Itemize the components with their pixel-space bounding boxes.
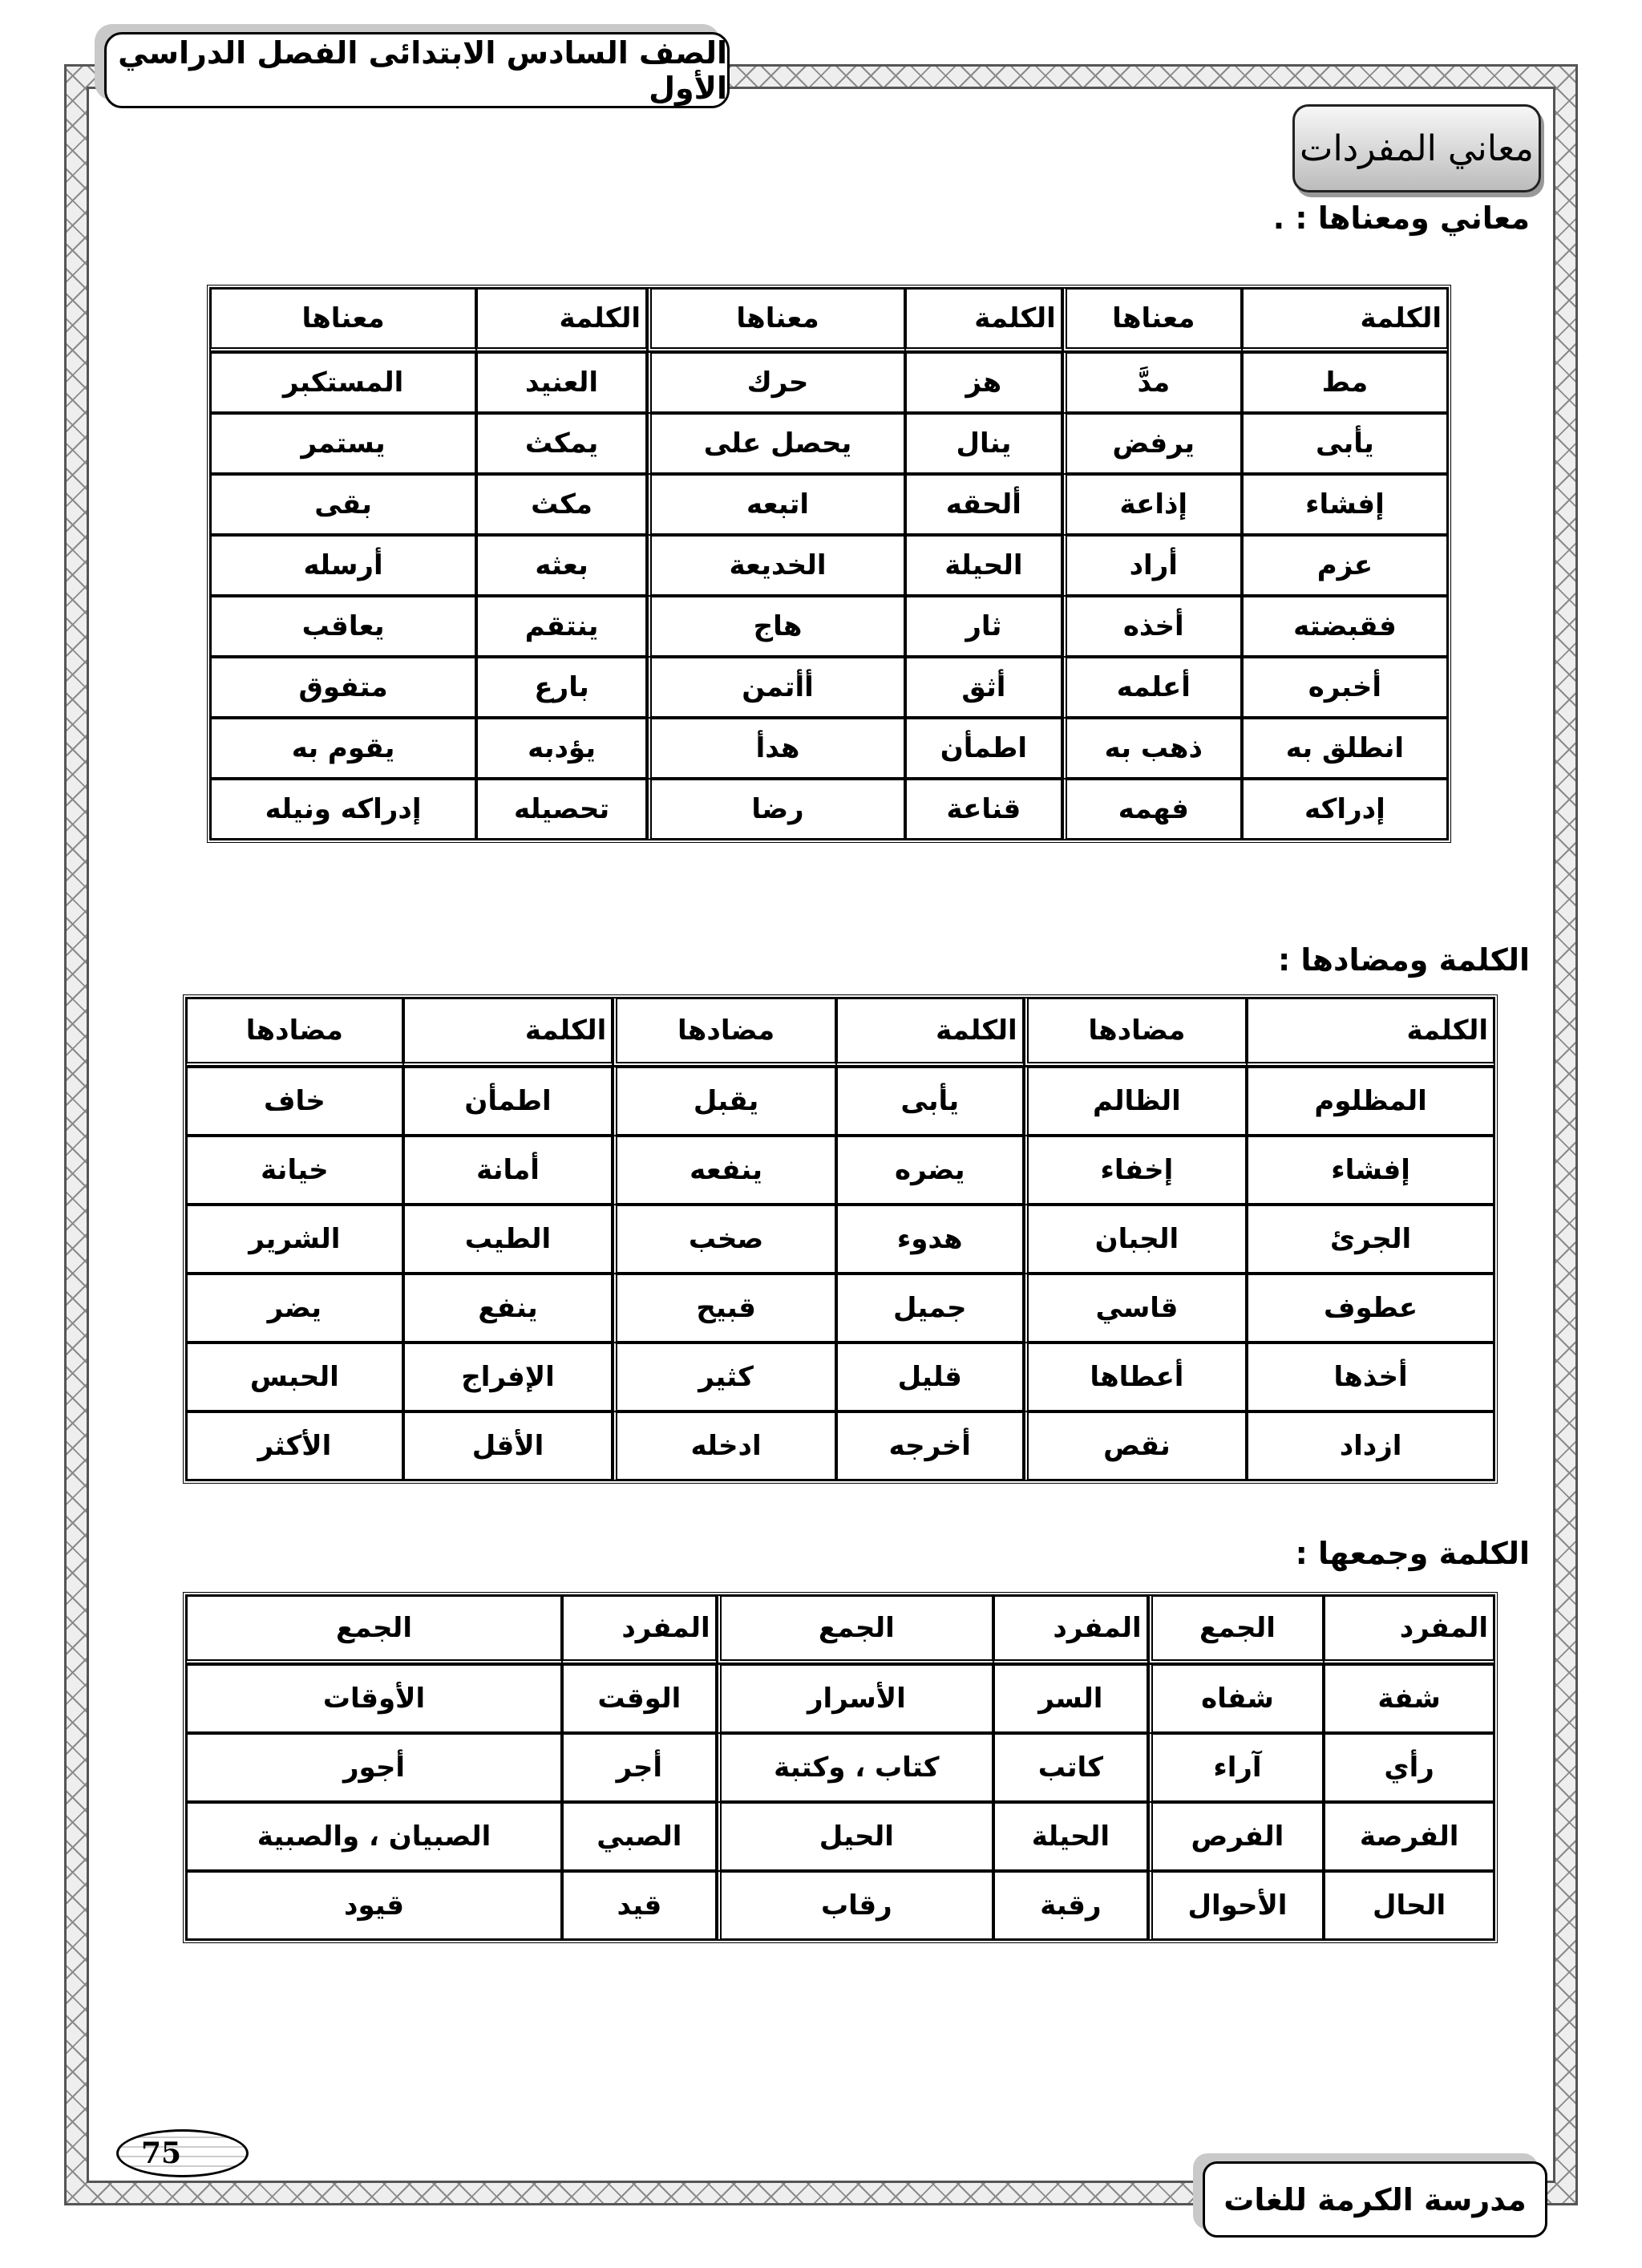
table-cell: المظلوم [1247,1067,1494,1136]
table-cell: الإفراج [403,1343,613,1411]
table-cell: الحيلة [905,535,1062,596]
table-cell: أمانة [403,1136,613,1205]
table-row [210,535,1448,596]
table-cell: ازداد [1247,1411,1494,1480]
table-cell: ينتقم [476,596,647,657]
table-row [186,1136,1494,1205]
table-cell: قيود [186,1871,562,1940]
table-cell: بعثه [476,535,647,596]
table-cell: الجبان [1024,1205,1248,1274]
column-header: المفرد [562,1595,717,1664]
table-cell: رضا [647,779,905,840]
table-cell: الظالم [1024,1067,1248,1136]
column-header: الكلمة [403,998,613,1067]
plurals-heading: الكلمة وجمعها : [1295,1536,1530,1571]
table-row [186,1274,1494,1343]
table-cell: كاتب [993,1733,1148,1802]
table-cell: كتاب ، وكتبة [717,1733,993,1802]
table-cell: يعاقب [210,596,476,657]
table-cell: المستكبر [210,352,476,413]
table-cell: الحيلة [993,1802,1148,1871]
table-cell: إذاعة [1062,474,1242,535]
meanings-table [207,285,1451,843]
table-cell: السر [993,1664,1148,1733]
table-cell: عطوف [1247,1274,1494,1343]
table-cell: قاسي [1024,1274,1248,1343]
column-header: معناها [647,288,905,352]
table-cell: الأكثر [186,1411,403,1480]
table-cell: الصبيان ، والصبية [186,1802,562,1871]
table-cell: أخذها [1247,1343,1494,1411]
table-cell: يضره [836,1136,1024,1205]
table-header-row [186,998,1494,1067]
table-cell: الفرص [1148,1802,1325,1871]
table-cell: ينفعه [613,1136,836,1205]
column-header: الجمع [186,1595,562,1664]
column-header: المفرد [993,1595,1148,1664]
table-cell: فهمه [1062,779,1242,840]
table-cell: نقص [1024,1411,1248,1480]
table-cell: أعلمه [1062,657,1242,718]
table-cell: هدوء [836,1205,1024,1274]
column-header: الكلمة [1247,998,1494,1067]
table-row [186,1411,1494,1480]
table-cell: أخذه [1062,596,1242,657]
table-cell: تحصيله [476,779,647,840]
table-cell: خيانة [186,1136,403,1205]
table-cell: يأبى [836,1067,1024,1136]
table-cell: الأوقات [186,1664,562,1733]
table-cell: رقبة [993,1871,1148,1940]
table-cell: يحصل على [647,413,905,474]
table-cell: الطيب [403,1205,613,1274]
column-header: مضادها [1024,998,1248,1067]
table-cell: آراء [1148,1733,1325,1802]
table-cell: يضر [186,1274,403,1343]
table-cell: صخب [613,1205,836,1274]
table-cell: الحبس [186,1343,403,1411]
antonyms-table [183,994,1498,1484]
table-row [186,1664,1494,1733]
table-cell: يؤدبه [476,718,647,779]
table-cell: حرك [647,352,905,413]
column-header: الكلمة [836,998,1024,1067]
table-row [210,352,1448,413]
table-row [186,1733,1494,1802]
table-cell: كثير [613,1343,836,1411]
table-row [210,596,1448,657]
table-cell: قناعة [905,779,1062,840]
column-header: مضادها [613,998,836,1067]
table-cell: الحيل [717,1802,993,1871]
table-cell: قليل [836,1343,1024,1411]
table-cell: الحال [1324,1871,1494,1940]
table-cell: مط [1242,352,1448,413]
table-cell: بقى [210,474,476,535]
table-cell: شفاه [1148,1664,1325,1733]
table-cell: الفرصة [1324,1802,1494,1871]
table-row [186,1067,1494,1136]
column-header: الجمع [1148,1595,1325,1664]
table-row [186,1205,1494,1274]
table-cell: عزم [1242,535,1448,596]
table-cell: ثار [905,596,1062,657]
table-cell: متفوق [210,657,476,718]
column-header: الكلمة [905,288,1062,352]
table-cell: أرسله [210,535,476,596]
table-cell: العنيد [476,352,647,413]
column-header: الكلمة [1242,288,1448,352]
header-title: الصف السادس الابتدائى الفصل الدراسي الأول [104,32,730,108]
table-cell: يقوم به [210,718,476,779]
table-cell: خاف [186,1067,403,1136]
table-header-row [210,288,1448,352]
table-cell: أخبره [1242,657,1448,718]
column-header: مضادها [186,998,403,1067]
table-cell: انطلق به [1242,718,1448,779]
table-cell: الجرئ [1247,1205,1494,1274]
table-cell: أخرجه [836,1411,1024,1480]
table-cell: إفشاء [1247,1136,1494,1205]
table-row [210,657,1448,718]
table-cell: إدراكه ونيله [210,779,476,840]
table-cell: بارع [476,657,647,718]
column-header: الجمع [717,1595,993,1664]
meanings-heading: معاني ومعناها : . [1272,200,1530,236]
table-cell: هز [905,352,1062,413]
table-cell: أراد [1062,535,1242,596]
table-row [210,779,1448,840]
table-cell: هاج [647,596,905,657]
column-header: معناها [210,288,476,352]
table-cell: رقاب [717,1871,993,1940]
table-cell: قيد [562,1871,717,1940]
table-cell: إخفاء [1024,1136,1248,1205]
table-cell: ذهب به [1062,718,1242,779]
table-cell: إدراكه [1242,779,1448,840]
table-header-row [186,1595,1494,1664]
table-cell: ادخله [613,1411,836,1480]
table-cell: ينال [905,413,1062,474]
table-row [186,1343,1494,1411]
table-row [186,1871,1494,1940]
table-cell: يرفض [1062,413,1242,474]
table-cell: قبيح [613,1274,836,1343]
page-number: 75 [116,2129,249,2177]
table-row [210,474,1448,535]
antonyms-heading: الكلمة ومضادها : [1277,942,1530,978]
table-cell: الأحوال [1148,1871,1325,1940]
footer-school-name: مدرسة الكرمة للغات [1203,2161,1547,2238]
table-cell: الأسرار [717,1664,993,1733]
table-row [210,413,1448,474]
table-cell: أعطاها [1024,1343,1248,1411]
table-cell: الخديعة [647,535,905,596]
table-cell: يقبل [613,1067,836,1136]
table-cell: اطمأن [403,1067,613,1136]
table-cell: يستمر [210,413,476,474]
table-cell: مكث [476,474,647,535]
table-cell: اطمأن [905,718,1062,779]
section-tab: معاني المفردات [1292,104,1541,192]
table-cell: أأتمن [647,657,905,718]
column-header: معناها [1062,288,1242,352]
table-cell: اتبعه [647,474,905,535]
table-cell: أجر [562,1733,717,1802]
table-cell: الوقت [562,1664,717,1733]
column-header: المفرد [1324,1595,1494,1664]
table-cell: جميل [836,1274,1024,1343]
table-cell: يأبى [1242,413,1448,474]
table-cell: ألحقه [905,474,1062,535]
table-cell: الأقل [403,1411,613,1480]
table-cell: شفة [1324,1664,1494,1733]
table-cell: هدأ [647,718,905,779]
table-cell: الشرير [186,1205,403,1274]
column-header: الكلمة [476,288,647,352]
table-cell: ينفع [403,1274,613,1343]
table-cell: أجور [186,1733,562,1802]
table-cell: يمكث [476,413,647,474]
table-cell: فقبضته [1242,596,1448,657]
plurals-table [183,1592,1498,1943]
table-cell: أثق [905,657,1062,718]
table-row [186,1802,1494,1871]
table-row [210,718,1448,779]
table-cell: رأي [1324,1733,1494,1802]
table-cell: مدَّ [1062,352,1242,413]
table-cell: الصبي [562,1802,717,1871]
table-cell: إفشاء [1242,474,1448,535]
